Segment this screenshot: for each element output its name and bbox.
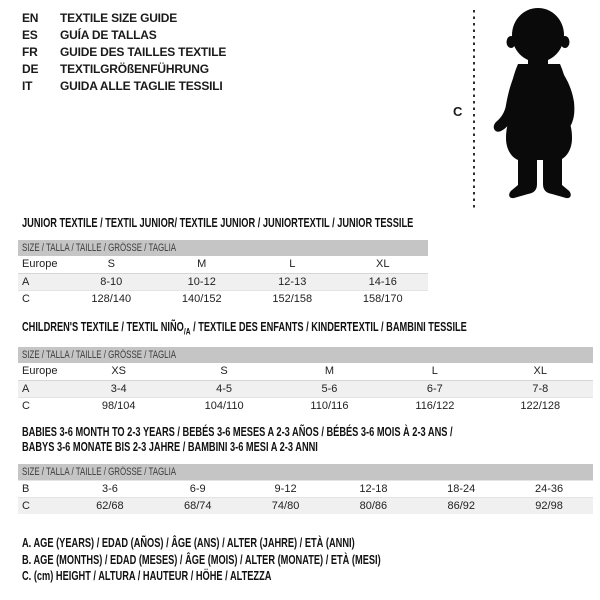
children-title-subscript: /A bbox=[183, 326, 191, 337]
size-cell: 122/128 bbox=[488, 397, 593, 414]
babies-row-months bbox=[18, 480, 593, 497]
language-row-fr bbox=[22, 44, 226, 61]
column-header-xl: XL bbox=[488, 363, 593, 380]
size-cell: 18-24 bbox=[417, 480, 505, 497]
size-cell: 3-6 bbox=[66, 480, 154, 497]
region-label: Europe bbox=[18, 363, 66, 380]
height-dotted-line bbox=[473, 10, 475, 211]
children-row-height bbox=[18, 397, 593, 414]
note-a: A. AGE (YEARS) / EDAD (AÑOS) / ÂGE (ANS) / ALTER (JAHRE) / ETÀ (ANNI) bbox=[22, 536, 355, 550]
language-code: DE bbox=[22, 62, 39, 76]
children-table-title bbox=[22, 320, 600, 340]
legend-notes bbox=[22, 535, 507, 585]
language-row-de bbox=[22, 61, 226, 78]
column-header-l: L bbox=[382, 363, 487, 380]
language-row-it bbox=[22, 78, 226, 95]
size-cell: 140/152 bbox=[157, 290, 248, 307]
size-cell: 12-18 bbox=[329, 480, 417, 497]
junior-size-table bbox=[18, 240, 428, 307]
language-title: GUIDA ALLE TAGLIE TESSILI bbox=[60, 79, 223, 93]
size-cell: 98/104 bbox=[66, 397, 171, 414]
size-cell: 128/140 bbox=[66, 290, 157, 307]
language-code: ES bbox=[22, 28, 38, 42]
language-row-es bbox=[22, 27, 226, 44]
note-c: C. (cm) HEIGHT / ALTURA / HAUTEUR / HÖHE / ALTEZZA bbox=[22, 569, 272, 583]
size-cell: 68/74 bbox=[154, 497, 242, 514]
size-cell: 6-7 bbox=[382, 380, 487, 397]
column-header-s: S bbox=[66, 256, 157, 273]
size-cell: 24-36 bbox=[505, 480, 593, 497]
column-header-l: L bbox=[247, 256, 338, 273]
baby-silhouette-icon bbox=[486, 6, 594, 212]
junior-title-text: JUNIOR TEXTILE / TEXTIL JUNIOR/ TEXTILE JUNIOR / JUNIORTEXTIL / JUNIOR TESSILE bbox=[22, 216, 414, 230]
size-header-label: SIZE / TALLA / TAILLE / GRÖSSE / TAGLIA bbox=[22, 465, 177, 478]
row-label: B bbox=[18, 480, 66, 497]
size-cell: 74/80 bbox=[242, 497, 330, 514]
row-label: A bbox=[18, 380, 66, 397]
size-header-cell bbox=[18, 347, 593, 363]
column-header-m: M bbox=[277, 363, 382, 380]
language-code: FR bbox=[22, 45, 38, 59]
babies-table-title bbox=[22, 425, 600, 455]
size-cell: 158/170 bbox=[338, 290, 429, 307]
size-header-bar bbox=[18, 347, 593, 363]
language-code: IT bbox=[22, 79, 33, 93]
junior-table-title bbox=[22, 216, 551, 231]
language-title: TEXTILGRÖßENFÜHRUNG bbox=[60, 62, 209, 76]
language-header-list bbox=[22, 10, 226, 95]
size-cell: 62/68 bbox=[66, 497, 154, 514]
children-title-text: CHILDREN'S TEXTILE / TEXTIL $NIÑO_{/A}$ / TEXTILE DES ENFANTS / KINDERTEXTIL / BAMBINI TESSILE bbox=[22, 320, 467, 337]
junior-row-age bbox=[18, 273, 428, 290]
babies-title-line2: BABYS 3-6 MONATE BIS 2-3 JAHRE / BAMBINI 3-6 MESI A 2-3 ANNI bbox=[22, 440, 318, 454]
size-cell: 14-16 bbox=[338, 273, 429, 290]
children-size-table bbox=[18, 347, 593, 414]
size-cell: 12-13 bbox=[247, 273, 338, 290]
size-cell: 86/92 bbox=[417, 497, 505, 514]
column-header-m: M bbox=[157, 256, 248, 273]
children-row-age bbox=[18, 380, 593, 397]
size-cell: 4-5 bbox=[171, 380, 276, 397]
language-title: TEXTILE SIZE GUIDE bbox=[60, 11, 178, 25]
row-label: C bbox=[18, 397, 66, 414]
language-title: GUIDE DES TAILLES TEXTILE bbox=[60, 45, 227, 59]
size-cell: 80/86 bbox=[329, 497, 417, 514]
size-cell: 7-8 bbox=[488, 380, 593, 397]
size-cell: 8-10 bbox=[66, 273, 157, 290]
column-header-xl: XL bbox=[338, 256, 429, 273]
size-cell: 152/158 bbox=[247, 290, 338, 307]
babies-size-table bbox=[18, 464, 593, 514]
column-header-xs: XS bbox=[66, 363, 171, 380]
size-cell: 9-12 bbox=[242, 480, 330, 497]
size-cell: 6-9 bbox=[154, 480, 242, 497]
size-cell: 3-4 bbox=[66, 380, 171, 397]
row-label: A bbox=[18, 273, 66, 290]
size-cell: 10-12 bbox=[157, 273, 248, 290]
size-cell: 92/98 bbox=[505, 497, 593, 514]
size-header-bar bbox=[18, 240, 428, 256]
column-header-s: S bbox=[171, 363, 276, 380]
region-label: Europe bbox=[18, 256, 66, 273]
size-cell: 116/122 bbox=[382, 397, 487, 414]
size-cell: 110/116 bbox=[277, 397, 382, 414]
junior-row-height bbox=[18, 290, 428, 307]
size-header-cell bbox=[18, 464, 593, 480]
row-label: C bbox=[18, 497, 66, 514]
babies-title-line1: BABIES 3-6 MONTH TO 2-3 YEARS / BEBÉS 3-6 MESES A 2-3 AÑOS / BÉBÉS 3-6 MOIS À 2-3 ANS / bbox=[22, 425, 453, 439]
size-cell: 104/110 bbox=[171, 397, 276, 414]
row-label: C bbox=[18, 290, 66, 307]
language-code: EN bbox=[22, 11, 39, 25]
size-header-bar bbox=[18, 464, 593, 480]
note-b: B. AGE (MONTHS) / EDAD (MESES) / ÂGE (MOIS) / ALTER (MONATE) / ETÀ (MESI) bbox=[22, 552, 381, 567]
language-row-en bbox=[22, 10, 226, 27]
size-header-cell bbox=[18, 240, 428, 256]
size-header-label: SIZE / TALLA / TAILLE / GRÖSSE / TAGLIA bbox=[22, 349, 177, 361]
size-cell: 5-6 bbox=[277, 380, 382, 397]
height-measure-label: C bbox=[453, 104, 463, 119]
language-title: GUÍA DE TALLAS bbox=[60, 28, 157, 42]
junior-columns-row bbox=[18, 256, 428, 273]
children-columns-row bbox=[18, 363, 593, 380]
size-header-label: SIZE / TALLA / TAILLE / GRÖSSE / TAGLIA bbox=[22, 242, 177, 254]
babies-row-height bbox=[18, 497, 593, 514]
